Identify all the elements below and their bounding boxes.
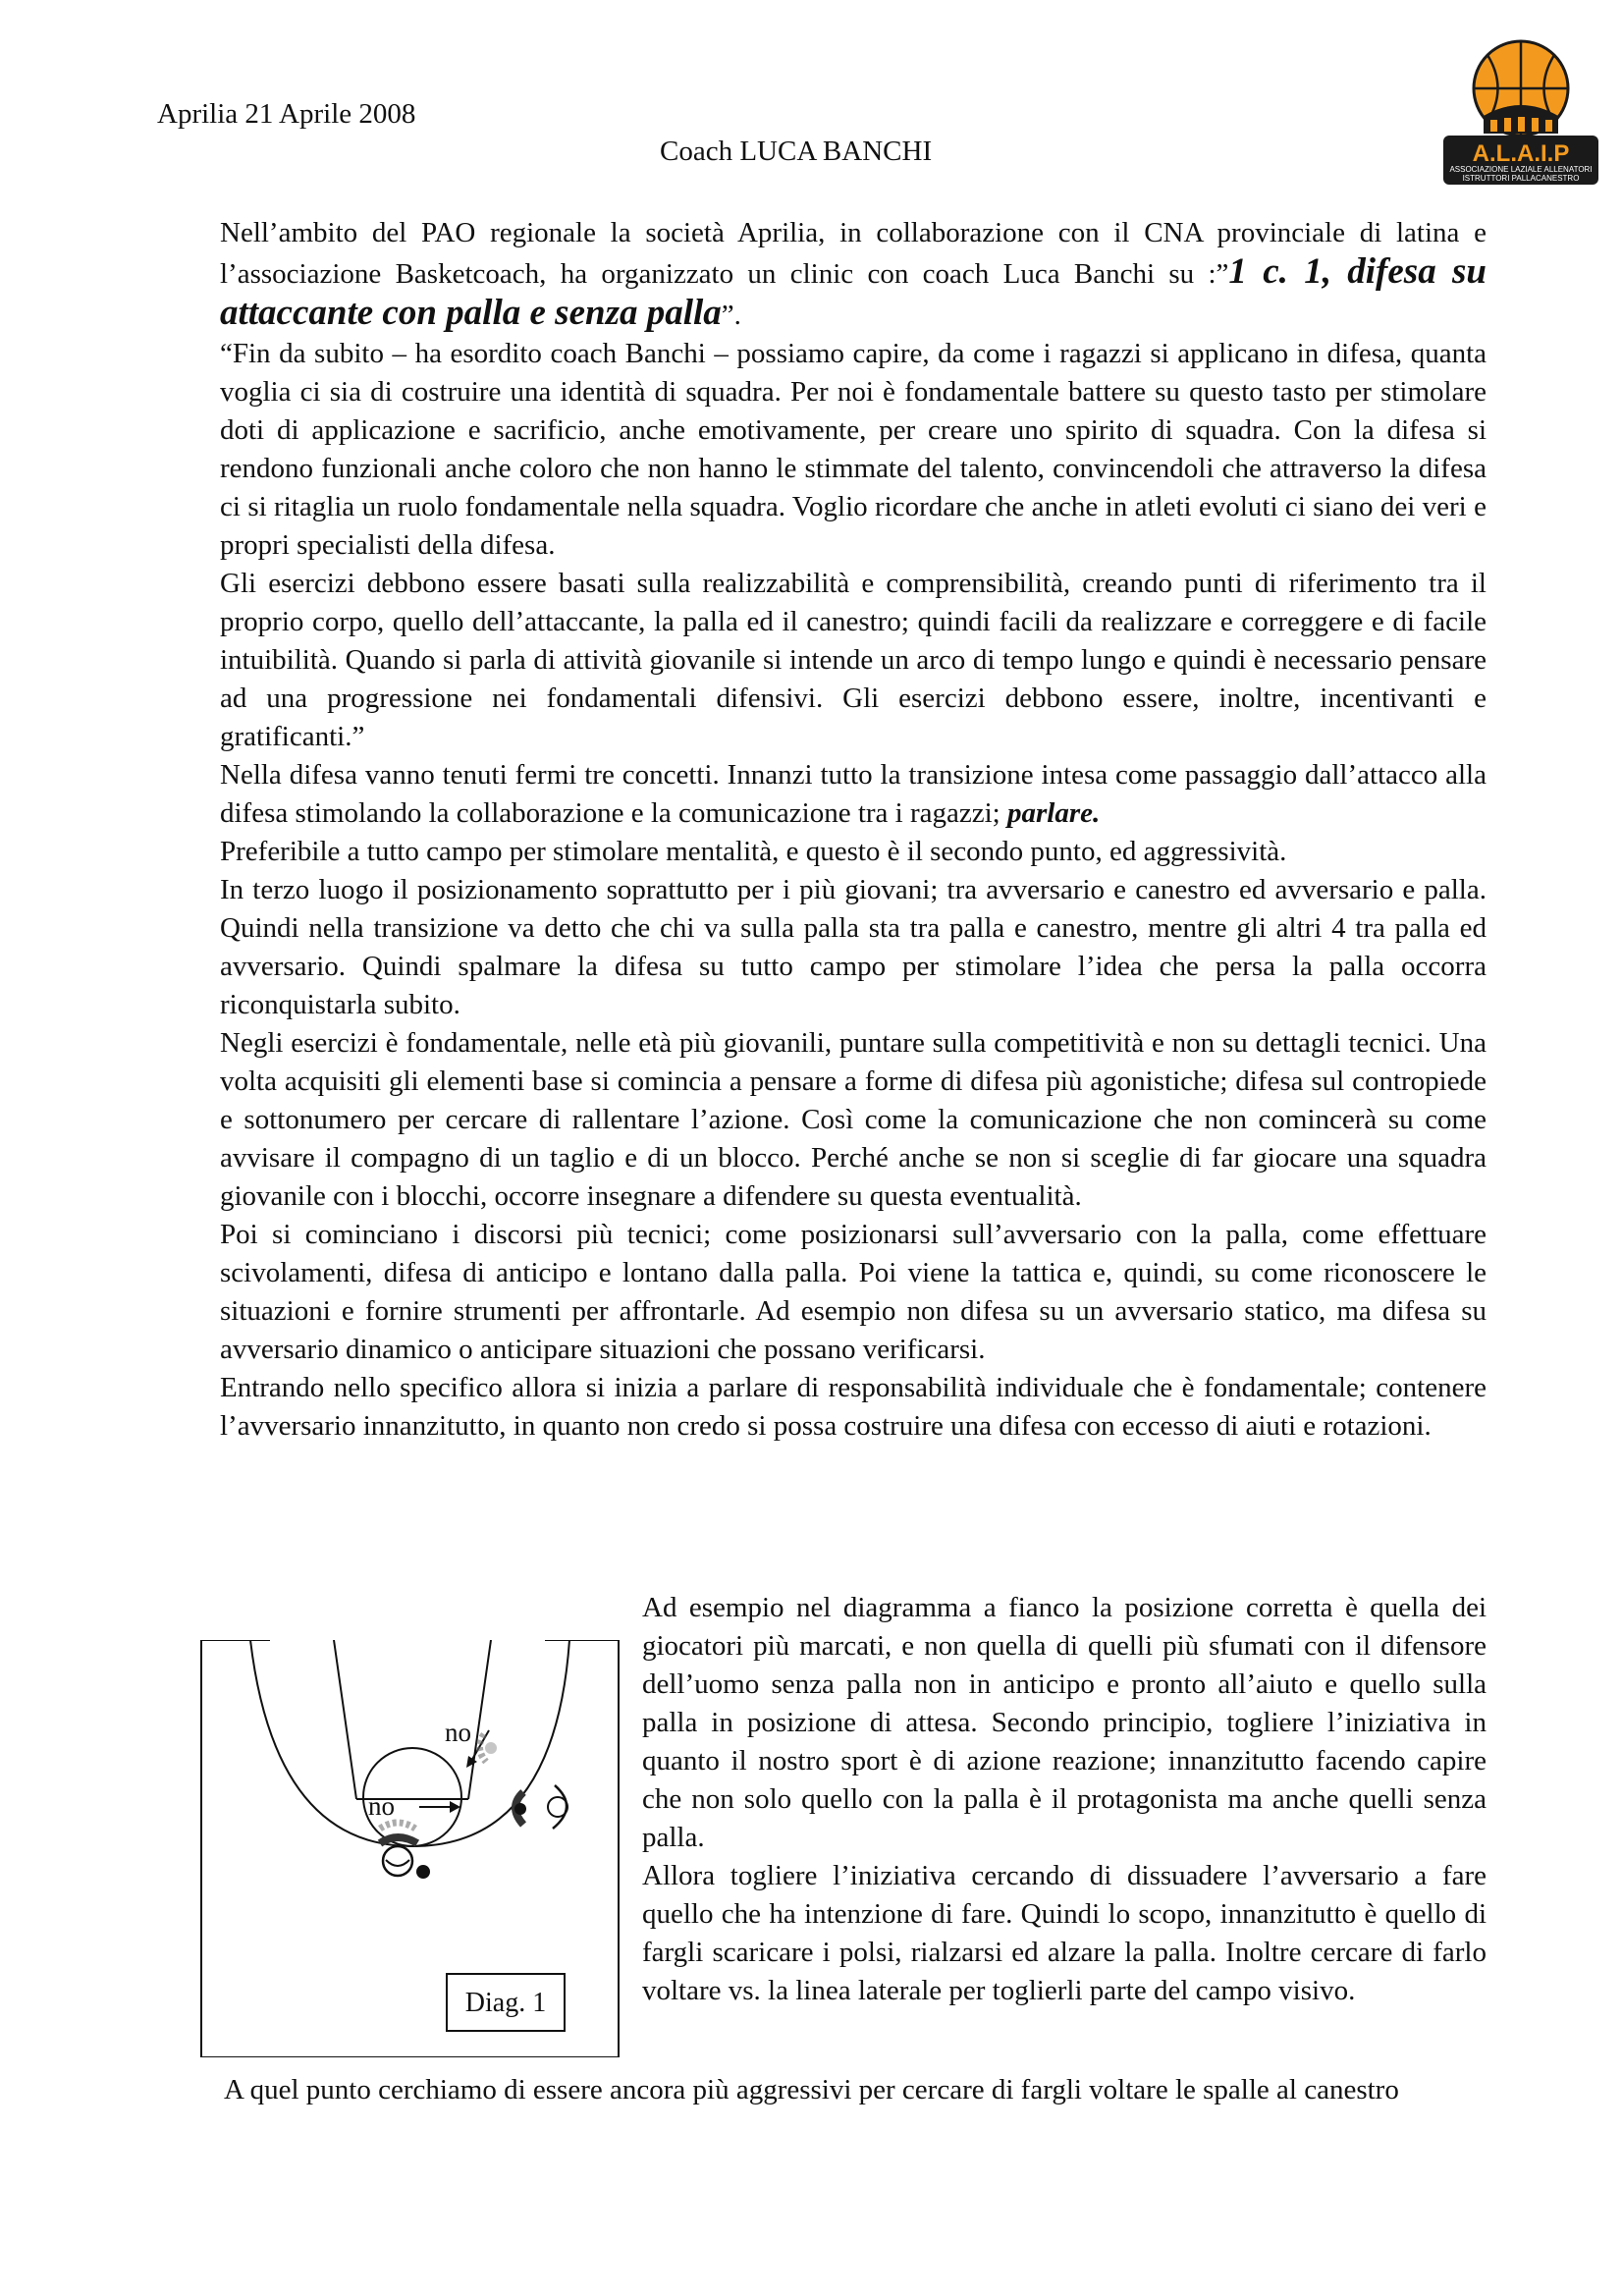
logo-subtitle-1: ASSOCIAZIONE LAZIALE ALLENATORI bbox=[1449, 165, 1593, 174]
paragraph-6: Negli esercizi è fondamentale, nelle età più giovanili, puntare sulla competitività e non su dettagli tecnici. Una volta acquisiti gli elementi base si comincia a pensare a forme di difesa più agonistiche; difesa sul contropiede e sottonumero per cercare di rallentare l’azione. Così come la comunicazione che non comincerà su come avvisare il compagno di un taglio e di un blocco. Perché anche se non si sceglie di far giocare una squadra giovanile con i blocchi, occorre insegnare a difendere su questa eventualità. bbox=[220, 1027, 1487, 1212]
clinic-title: 1 c. 1, difesa su attaccante con palla e senza palla bbox=[220, 251, 1487, 333]
intro-end: ”. bbox=[721, 300, 741, 331]
paragraph-5: In terzo luogo il posizionamento soprattutto per i più giovani; tra avversario e canestro ed avversario e palla. Quindi nella transizione va detto che chi va sulla palla sta tra palla e canestro, mentre gli altri 4 tra palla ed avversario. Quindi spalmare la difesa su tutto campo per stimolare l’idea che persa la palla occorra riconquistarla subito. bbox=[220, 874, 1487, 1020]
paragraph-8: Entrando nello specifico allora si inizia a parlare di responsabilità individuale che è fondamentale; contenere l’avversario innanzitutto, in quanto non credo si possa costruire una difesa con eccesso di aiuti e rotazioni. bbox=[220, 1372, 1487, 1442]
three-point-arc bbox=[250, 1640, 569, 1846]
ball-attacker-icon bbox=[383, 1846, 412, 1876]
paragraph-3-emphasis: parlare. bbox=[1006, 797, 1101, 829]
paragraph-2: Gli esercizi debbono essere basati sulla realizzabilità e comprensibilità, creando punti di riferimento tra il proprio corpo, quello dell’attaccante, la palla ed il canestro; quindi facili da realizzare e correggere e di facile intuibilità. Quando si parla di attività giovanile si intende un arco di tempo lungo e quindi è necessario pensare ad una progressione nei fondamentali difensivi. Gli esercizi debbono essere, inoltre, incentivanti e gratificanti.” bbox=[220, 568, 1487, 752]
right-defender-icon bbox=[514, 1792, 526, 1825]
right-attacker-icon bbox=[548, 1785, 568, 1829]
paragraph-10: Allora togliere l’iniziativa cercando di dissuadere l’avversario a fare quello che ha intenzione di fare. Quindi lo scopo, innanzitutto è quello di fargli scaricare i polsi, rialzarsi ed alzare la palla. Inoltre cercare di farlo voltare vs. la linea laterale per toglierli parte del campo visivo. bbox=[642, 1860, 1487, 2006]
arrow-1-head-icon bbox=[466, 1756, 477, 1768]
article-body bbox=[220, 214, 1487, 1446]
paragraph-7: Poi si cominciano i discorsi più tecnici; come posizionarsi sull’avversario con la palla, come effettuare scivolamenti, difesa di anticipo e lontano dalla palla. Poi viene la tattica e, quindi, su come riconoscere le situazioni e fornire strumenti per affrontarle. Ad esempio non difesa su un avversario statico, ma difesa su avversario dinamico o anticipare situazioni che possano verificarsi. bbox=[220, 1219, 1487, 1365]
paragraph-1: “Fin da subito – ha esordito coach Banchi – possiamo capire, da come i ragazzi si applicano in difesa, quanta voglia ci sia di costruire una identità di squadra. Per noi è fondamentale battere su questo tasto per stimolare doti di applicazione e sacrificio, anche emotivamente, per creare uno spirito di squadra. Con la difesa si rendono funzionali anche coloro che non hanno le stimmate del talento, convincendoli che attraverso la difesa ci si ritaglia un ruolo fondamentale nella squadra. Voglio ricordare che anche in atleti evoluti ci siano dei veri e propri specialisti della difesa. bbox=[220, 338, 1487, 561]
diagram-side-text bbox=[642, 1589, 1487, 2010]
closing-text bbox=[224, 2070, 1490, 2109]
ball-defender-icon bbox=[380, 1837, 417, 1843]
court-diagram bbox=[191, 1640, 628, 2057]
paragraph-3-text: Nella difesa vanno tenuti fermi tre concetti. Innanzi tutto la transizione intesa come passaggio dall’attacco alla difesa stimolando la collaborazione e la comunicazione tra i ragazzi; bbox=[220, 759, 1487, 829]
coach-name: Coach LUCA BANCHI bbox=[660, 136, 933, 167]
logo-title: A.L.A.I.P bbox=[1472, 140, 1570, 167]
ball-icon bbox=[416, 1865, 430, 1879]
faded-ball-defender-icon bbox=[380, 1823, 415, 1829]
alaip-logo bbox=[1439, 35, 1602, 188]
no-label-1: no bbox=[445, 1718, 471, 1747]
paragraph-11: A quel punto cerchiamo di essere ancora più aggressivi per cercare di fargli voltare le spalle al canestro bbox=[224, 2074, 1399, 2105]
paragraph-4: Preferibile a tutto campo per stimolare mentalità, e questo è il secondo punto, ed aggressività. bbox=[220, 836, 1287, 867]
intro-text: Nell’ambito del PAO regionale la società Aprilia, in collaborazione con il CNA provinciale di latina e l’associazione Basketcoach, ha organizzato un clinic con coach Luca Banchi su :” bbox=[220, 217, 1487, 290]
intro-paragraph bbox=[220, 214, 1487, 335]
logo-subtitle-2: ISTRUTTORI PALLACANESTRO bbox=[1462, 174, 1580, 183]
paragraph-9: Ad esempio nel diagramma a fianco la posizione corretta è quella dei giocatori più marcati, e non quella di quelli più sfumati con il difensore dell’uomo senza palla non in anticipo e pronto all’aiuto e quello sulla palla in posizione di attesa. Secondo principio, togliere l’iniziativa in quanto il nostro sport è di azione reazione; innanzitutto facendo capire che non solo quello con la palla è il protagonista ma anche quelli senza palla. bbox=[642, 1592, 1487, 1853]
diagram-caption: Diag. 1 bbox=[464, 1988, 547, 2018]
faded-defender-icon bbox=[479, 1734, 497, 1762]
paragraph-3 bbox=[220, 756, 1487, 833]
document-date: Aprilia 21 Aprile 2008 bbox=[157, 98, 416, 130]
no-label-2: no bbox=[368, 1791, 395, 1821]
